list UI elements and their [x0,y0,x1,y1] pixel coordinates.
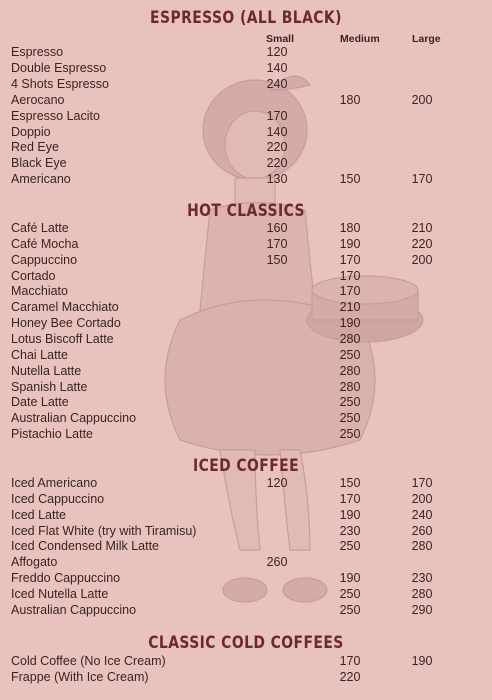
price-large: 210 [411,221,433,235]
menu-item-row [0,332,492,348]
menu-item-row [0,109,492,125]
menu-item-row [0,587,492,603]
price-large: 260 [411,523,433,538]
menu-item-name: Aerocano [11,92,65,107]
price-large: 240 [411,507,433,522]
price-large: 200 [411,252,433,267]
price-small: 240 [266,76,288,91]
price-medium: 190 [339,507,361,522]
menu-item-name: Caramel Macchiato [11,300,119,315]
price-small: 170 [266,108,288,123]
menu-item-name: Cortado [11,268,56,283]
menu-item-name: Australian Cappuccino [11,411,137,426]
price-large: 280 [411,586,433,601]
menu-item-row [0,555,492,571]
price-large: 170 [411,172,433,187]
menu-item-name: Date Latte [11,395,69,410]
menu-item-name: Doppio [11,124,51,139]
menu-item-name: Macchiato [11,284,68,299]
price-small: 260 [266,555,288,570]
menu-item-name: Espresso Lacito [11,108,100,123]
menu-item-row [0,316,492,332]
menu-item-row [0,508,492,524]
menu-item-row [0,300,492,316]
price-medium: 170 [339,268,361,283]
price-medium: 220 [339,670,361,684]
price-small: 160 [266,221,288,235]
menu-item-name: Black Eye [11,156,67,171]
price-small: 140 [266,124,288,139]
price-medium: 230 [339,523,361,538]
menu-item-name: Iced Nutella Latte [11,586,109,601]
price-medium: 170 [339,284,361,299]
menu-item-name: Iced Americano [11,476,98,490]
price-large: 190 [411,654,433,668]
menu-item-row [0,61,492,77]
menu-item-row [0,395,492,411]
price-medium: 190 [339,316,361,331]
price-medium: 190 [339,571,361,586]
menu-item-name: Affogato [11,555,58,570]
menu-item-name: Frappe (With Ice Cream) [11,670,149,684]
price-large: 280 [411,539,433,554]
menu-item-row [0,524,492,540]
price-small: 140 [266,60,288,75]
menu-item-row [0,269,492,285]
menu-item-row [0,539,492,555]
price-medium: 250 [339,602,361,617]
menu-item-name: Iced Cappuccino [11,491,105,506]
menu-item-row [0,45,492,61]
menu-item-row [0,348,492,364]
menu-item-name: Iced Flat White (try with Tiramisu) [11,523,197,538]
menu-item-row [0,156,492,172]
price-small: 220 [266,156,288,171]
menu-item-row [0,140,492,156]
price-medium: 190 [339,236,361,251]
menu-item-name: 4 Shots Espresso [11,76,109,91]
menu-item-name: Double Espresso [11,60,107,75]
price-medium: 150 [339,476,361,490]
menu-item-row [0,364,492,380]
menu-item-row [0,411,492,427]
price-small: 220 [266,140,288,155]
price-large: 200 [411,491,433,506]
section-title-iced-coffee: ICED COFFEE [192,456,300,476]
price-medium: 180 [339,221,361,235]
menu-item-row [0,670,492,686]
price-small: 120 [266,45,288,59]
price-medium: 170 [339,491,361,506]
price-medium: 150 [339,172,361,187]
price-medium: 280 [339,379,361,394]
menu-item-name: Cappuccino [11,252,78,267]
price-medium: 180 [339,92,361,107]
menu-item-row [0,93,492,109]
menu-item-row [0,125,492,141]
price-medium: 250 [339,427,361,442]
column-header-small: Small [266,33,295,45]
menu-item-row [0,427,492,443]
menu-item-row [0,253,492,269]
price-medium: 170 [339,654,361,668]
price-large: 170 [411,476,433,490]
menu-item-name: Cold Coffee (No Ice Cream) [11,654,166,668]
menu-item-name: Espresso [11,45,64,59]
menu-item-row [0,654,492,670]
menu-item-row [0,221,492,237]
price-medium: 250 [339,586,361,601]
price-large: 200 [411,92,433,107]
menu-item-name: Americano [11,172,71,187]
price-large: 230 [411,571,433,586]
section-title-classic-cold-coffees: CLASSIC COLD COFFEES [148,633,344,653]
price-large: 220 [411,236,433,251]
menu-item-name: Café Latte [11,221,69,235]
menu-item-row [0,237,492,253]
price-small: 170 [266,236,288,251]
menu-item-name: Freddo Cappuccino [11,571,121,586]
menu-item-row [0,492,492,508]
menu-item-name: Red Eye [11,140,59,155]
menu-item-row [0,603,492,619]
price-medium: 280 [339,331,361,346]
menu-item-name: Pistachio Latte [11,427,93,442]
menu-item-name: Café Mocha [11,236,79,251]
menu-item-name: Lotus Biscoff Latte [11,331,114,346]
menu-item-name: Australian Cappuccino [11,602,137,617]
menu-item-row [0,172,492,188]
price-medium: 250 [339,347,361,362]
price-small: 130 [266,172,288,187]
price-medium: 250 [339,395,361,410]
menu-item-name: Honey Bee Cortado [11,316,121,331]
menu-item-row [0,571,492,587]
menu-item-row [0,77,492,93]
menu-item-name: Nutella Latte [11,363,82,378]
menu-item-row [0,284,492,300]
column-header-large: Large [412,33,441,45]
price-medium: 250 [339,539,361,554]
menu-item-name: Iced Latte [11,507,66,522]
menu-item-row [0,476,492,492]
price-large: 290 [411,602,433,617]
price-medium: 280 [339,363,361,378]
price-small: 150 [266,252,288,267]
price-medium: 250 [339,411,361,426]
price-medium: 170 [339,252,361,267]
menu-item-name: Spanish Latte [11,379,88,394]
menu-item-name: Chai Latte [11,347,68,362]
menu-item-row [0,380,492,396]
section-title-espresso: ESPRESSO (ALL BLACK) [150,8,342,28]
section-title-hot-classics: HOT CLASSICS [187,201,305,221]
price-small: 120 [266,476,288,490]
price-medium: 210 [339,300,361,315]
column-header-medium: Medium [340,33,380,45]
menu-item-name: Iced Condensed Milk Latte [11,539,160,554]
